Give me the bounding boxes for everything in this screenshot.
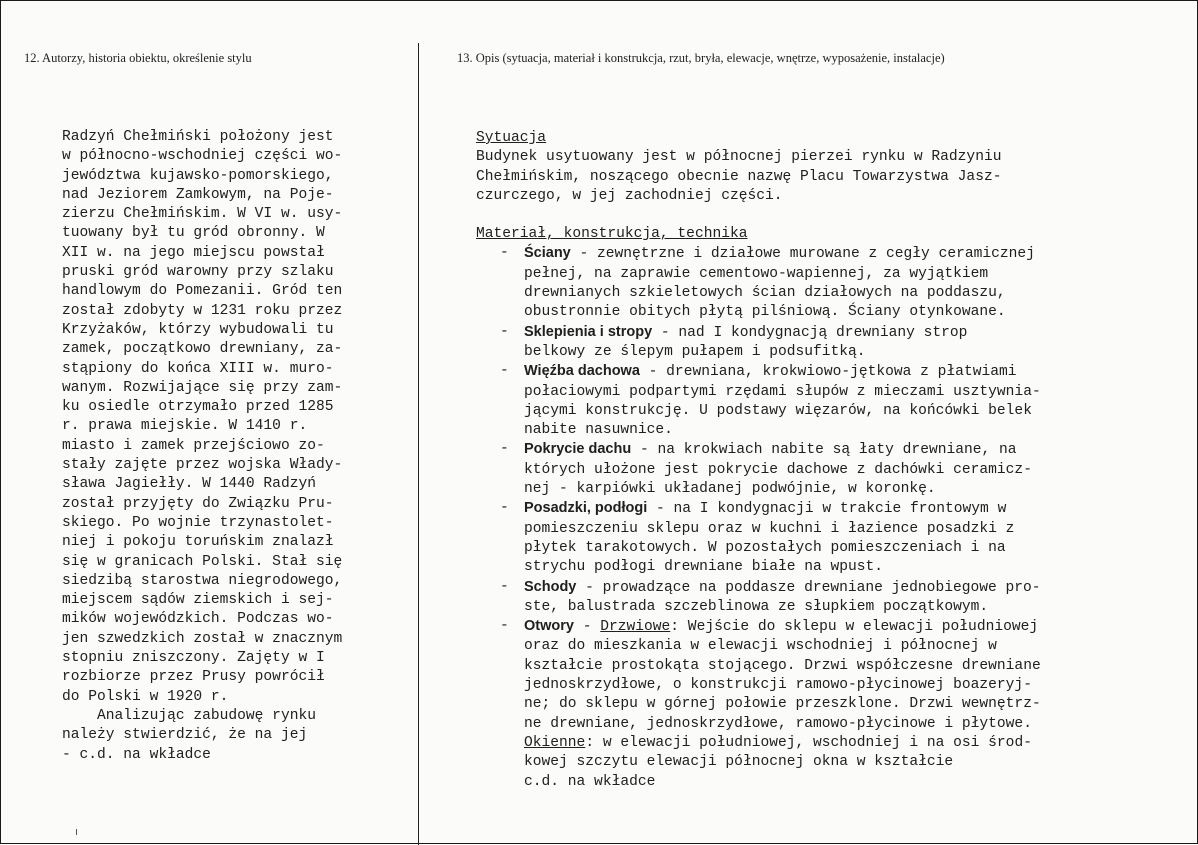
- situation-body: [476, 148, 1136, 206]
- text-line: miejscem sądów ziemskich i sej-: [62, 592, 334, 609]
- text-line: ne drewniane, jednoskrzydłowe, ramowo-płycinowe i płytowe.: [524, 715, 1032, 732]
- text-line: [524, 499, 1136, 519]
- text-line: których ułożone jest pokrycie dachowe z dachówki ceramicz-: [524, 461, 1032, 478]
- text-line: pomieszczeniu sklepu oraz w kuchni i łazience posadzki z: [524, 520, 1015, 537]
- text-line: [524, 440, 1136, 460]
- text-line: nej - karpiówki układanej podwójnie, w koronkę.: [524, 481, 936, 498]
- list-item-text: [524, 362, 1136, 440]
- text-line: belkowy ze ślepym pułapem i podsufitką.: [524, 343, 866, 360]
- list-item: [476, 244, 1136, 322]
- section-material: [476, 225, 1136, 792]
- okienne-first-line: [524, 734, 1136, 753]
- list-item: [476, 362, 1136, 440]
- text-line: skiego. Po wojnie trzynastolet-: [62, 514, 334, 531]
- text-line: rozbiorze przez Prusy powrócił: [62, 669, 325, 686]
- text-line: wanym. Rozwijające się przy zam-: [62, 379, 343, 396]
- list-bullet: -: [500, 245, 509, 262]
- text-line: płytek tarakotowych. W pozostałych pomieszczeniach i na: [524, 539, 1006, 556]
- text-line: został zdobyty w 1231 roku przez: [62, 302, 343, 319]
- text-line: siedzibą starostwa niegrodowego,: [62, 572, 343, 589]
- list-item-text: [524, 323, 1136, 363]
- drzwiowe-label: Drzwiowe: [600, 619, 671, 636]
- drzwiowe-body: [524, 637, 1136, 733]
- text-line: Radzyń Chełmiński położony jest: [62, 129, 334, 145]
- text-line: - c.d. na wkładce: [62, 746, 211, 763]
- text-line: czurczego, w jej zachodniej części.: [476, 187, 783, 204]
- item-label: Sklepienia i stropy: [524, 323, 653, 340]
- item-text: - nad I kondygnacją drewniany strop: [652, 324, 968, 341]
- text-line: drewnianych szkieletowych ścian działowych na poddaszu,: [524, 285, 1006, 302]
- list-item-text: [524, 499, 1136, 577]
- scan-mark: [76, 829, 77, 835]
- text-line: pełnej, na zaprawie cementowo-wapiennej, za wyjątkiem: [524, 265, 989, 282]
- text-line: jen szwedzkich został w znacznym: [62, 630, 343, 647]
- text-line: niej i pokoju toruńskim znalazł: [62, 534, 334, 551]
- item-label: Pokrycie dachu: [524, 441, 632, 458]
- list-item: [476, 578, 1136, 618]
- list-bullet: -: [500, 441, 509, 458]
- text-line: oraz do mieszkania w elewacji wschodniej i północnej w: [524, 638, 997, 655]
- list-bullet: -: [500, 363, 509, 380]
- text-line: stopniu zniszczony. Zajęty w I: [62, 650, 325, 667]
- text-line: obustronnie obitych płytą pilśniową. Ściany otynkowane.: [524, 304, 1006, 321]
- text-line: ste, balustrada szczeblinowa ze słupkiem początkowym.: [524, 598, 989, 615]
- text-line: do Polski w 1920 r.: [62, 688, 229, 705]
- history-text: [62, 128, 392, 765]
- material-list: [476, 244, 1136, 617]
- item-text: - na krokwiach nabite są łaty drewniane, na: [631, 442, 1017, 459]
- text-line: zierzu Chełmińskim. W VI w. usy-: [62, 206, 343, 223]
- list-item-text: [524, 578, 1136, 618]
- text-line: jącymi konstrukcję. U podstawy więzarów, na końcówki belek: [524, 402, 1032, 419]
- text-line: w północno-wschodniej części wo-: [62, 148, 343, 165]
- text-line: kowej szczytu elewacji północnej okna w kształcie: [524, 754, 954, 771]
- column-divider: [418, 43, 419, 845]
- text-line: [524, 578, 1136, 598]
- item-label: Ściany: [524, 245, 571, 262]
- section-gap: [476, 206, 1136, 225]
- text-line: [524, 323, 1136, 343]
- list-bullet: -: [500, 500, 509, 517]
- text-line: ne; do sklepu w górnej połowie przeszklone. Drzwi wewnętrz-: [524, 696, 1041, 713]
- item-text: - drewniana, krokwiowo-jętkowa z płatwiami: [639, 364, 1017, 381]
- text-line: sława Jagiełły. W 1440 Radzyń: [62, 476, 316, 493]
- item-label: Więźba dachowa: [524, 363, 640, 380]
- text-line: ku osiedle otrzymało przed 1285: [62, 399, 334, 416]
- text-line: handlowym do Pomezanii. Gród ten: [62, 283, 343, 300]
- list-item: [476, 499, 1136, 577]
- otwory-label: Otwory: [524, 618, 574, 635]
- list-item-otwory: [476, 617, 1136, 792]
- item-text: - prowadzące na poddasze drewniane jednobiegowe pro-: [576, 579, 1041, 596]
- text-line: kształcie prostokąta stojącego. Drzwi współczesne drewniane: [524, 657, 1041, 674]
- section-situation: [476, 129, 1136, 206]
- text-line: pruski gród warowny przy szlaku: [62, 264, 334, 281]
- item-label: Posadzki, podłogi: [524, 500, 648, 517]
- situation-title: Sytuacja: [476, 130, 547, 146]
- otwory-sep: -: [573, 619, 601, 636]
- text-line: się w granicach Polski. Stał się: [62, 553, 343, 570]
- text-line: Krzyżaków, którzy wybudowali tu: [62, 321, 334, 338]
- text-line: połaciowymi podpartymi rzędami słupów z mieczami usztywnia-: [524, 383, 1041, 400]
- text-line: strychu podłogi drewniane białe na wpust.: [524, 559, 884, 576]
- otwory-text: [524, 617, 1136, 792]
- item-text: - na I kondygnacji w trakcie frontowym w: [647, 501, 1007, 518]
- text-line: [524, 244, 1136, 264]
- list-item: [476, 440, 1136, 499]
- text-line: c.d. na wkładce: [524, 773, 656, 790]
- otwory-first-line: [524, 617, 1136, 637]
- text-line: Budynek usytuowany jest w północnej pierzei rynku w Radzyniu: [476, 149, 1002, 166]
- text-line: tuowany był tu gród obronny. W: [62, 225, 325, 242]
- okienne-body: [524, 753, 1136, 792]
- header-right: 13. Opis (sytuacja, materiał i konstrukcja, rzut, bryła, elewacje, wnętrze, wyposażenie, instalacje): [457, 51, 945, 65]
- text-line: [524, 362, 1136, 382]
- text-line: stąpiony do końca XIII w. muro-: [62, 360, 334, 377]
- text-line: XII w. na jego miejscu powstał: [62, 244, 325, 261]
- okienne-label: Okienne: [524, 734, 586, 751]
- text-line: nad Jeziorem Zamkowym, na Poje-: [62, 186, 334, 203]
- drzwiowe-first: : Wejście do sklepu w elewacji południowej: [670, 619, 1039, 636]
- header-left: 12. Autorzy, historia obiektu, określenie stylu: [24, 51, 252, 65]
- list-bullet: -: [500, 323, 509, 340]
- list-bullet: -: [500, 618, 509, 635]
- list-item: [476, 323, 1136, 363]
- description-text: [476, 129, 1136, 792]
- text-line: mików wojewódzkich. Podczas wo-: [62, 611, 334, 628]
- list-bullet: -: [500, 578, 509, 595]
- text-line: został przyjęty do Związku Pru-: [62, 495, 334, 512]
- text-line: nabite nasuwnice.: [524, 422, 673, 439]
- text-line: r. prawa miejskie. W 1410 r.: [62, 418, 308, 435]
- material-title: Materiał, konstrukcja, technika: [476, 226, 748, 243]
- item-label: Schody: [524, 578, 577, 595]
- text-line: stały zajęte przez wojska Włady-: [62, 457, 343, 474]
- text-line: Chełmińskim, noszącego obecnie nazwę Placu Towarzystwa Jasz-: [476, 168, 1002, 185]
- list-item-text: [524, 244, 1136, 322]
- list-item-text: [524, 440, 1136, 499]
- okienne-first: : w elewacji południowej, wschodniej i na osi środ-: [585, 734, 1032, 751]
- text-line: Analizując zabudowę rynku: [62, 707, 316, 724]
- text-line: jewództwa kujawsko-pomorskiego,: [62, 167, 334, 184]
- text-line: zamek, początkowo drewniany, za-: [62, 341, 343, 358]
- item-text: - zewnętrzne i działowe murowane z cegły ceramicznej: [570, 246, 1035, 263]
- text-line: miasto i zamek przejściowo zo-: [62, 437, 325, 454]
- text-line: jednoskrzydłowe, o konstrukcji ramowo-płycinowej boazeryj-: [524, 677, 1032, 694]
- text-line: należy stwierdzić, że na jej: [62, 727, 308, 744]
